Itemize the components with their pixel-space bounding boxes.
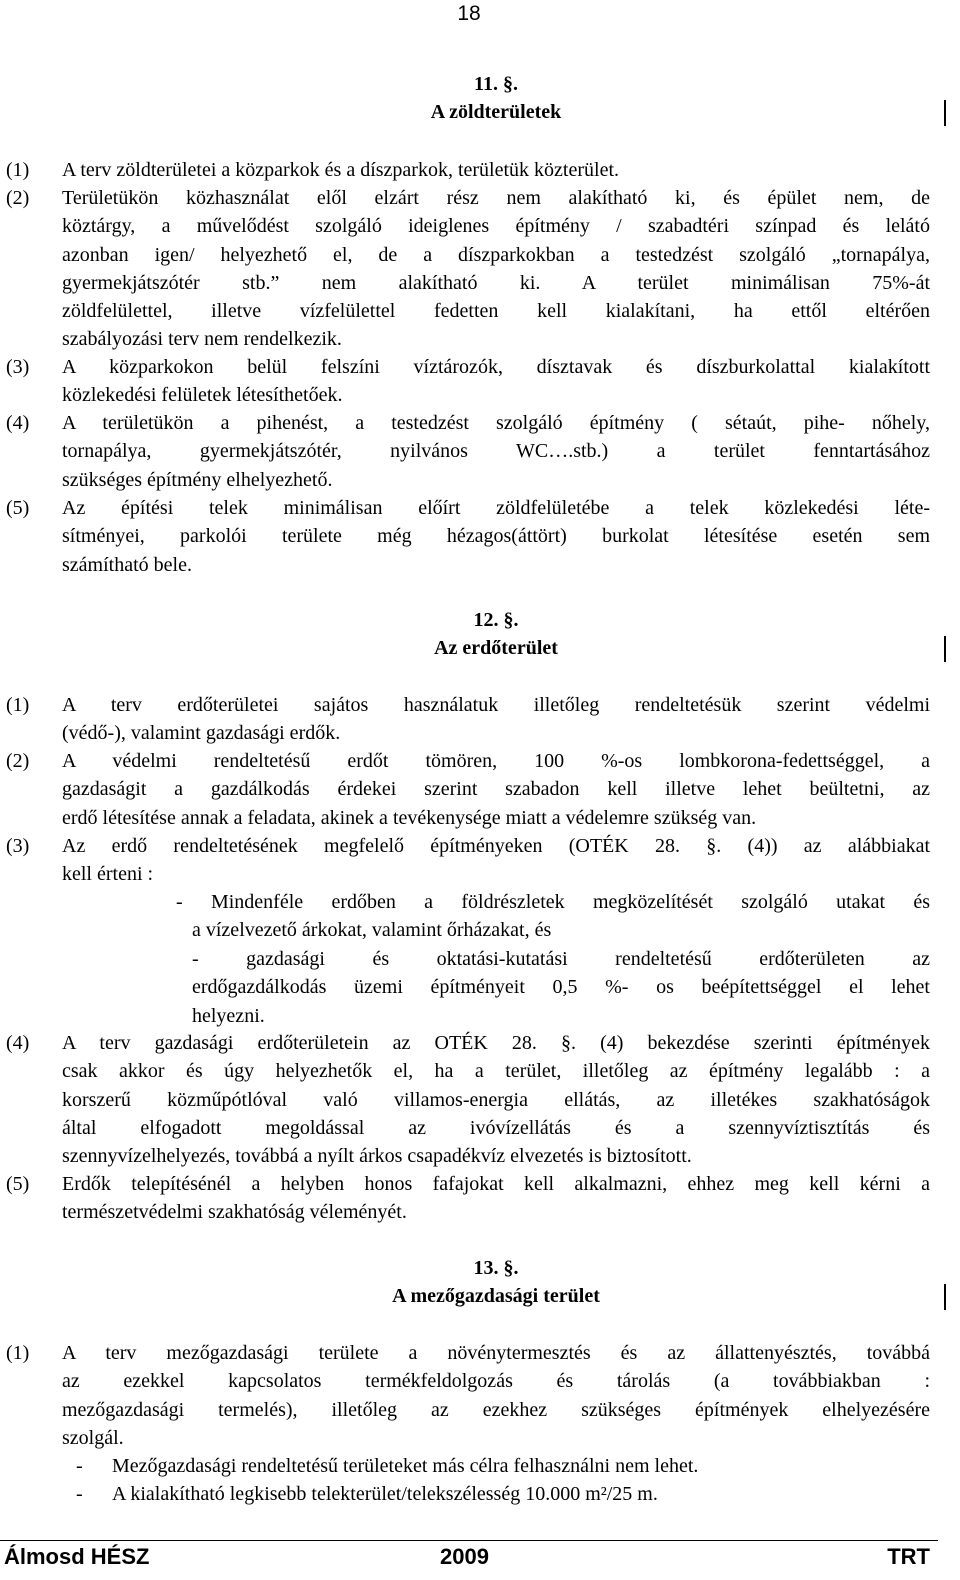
paragraph-number: (3): [6, 835, 30, 857]
paragraph-text: [62, 1029, 930, 1170]
paragraph-line: Területükön közhasználat elől elzárt rész nem alakítható ki, és épület nem, de: [62, 187, 930, 209]
paragraph-line: mezőgazdasági termelés), illetőleg az ezekhez szükséges építmények elhelyezésére: [62, 1398, 930, 1421]
section-12-heading: [62, 606, 930, 662]
footer: [0, 1542, 938, 1572]
paragraph-line: szennyvízelhelyezés, továbbá a nyílt árkos csapadékvíz elvezetés is biztosított.: [62, 1145, 692, 1168]
paragraph-line: kell érteni :: [62, 863, 154, 886]
paragraph-line: korszerű közműpótlóval való villamos-energia ellátás, az illetékes szakhatóságok: [62, 1088, 930, 1111]
paragraph: [6, 747, 930, 832]
paragraph: [6, 353, 930, 410]
paragraph-text: [62, 832, 930, 889]
paragraph-number: (3): [6, 356, 30, 378]
paragraph-text: [62, 747, 930, 832]
paragraph-line: közlekedési felületek létesíthetőek.: [62, 384, 343, 407]
paragraph-text: [62, 184, 930, 354]
section-title: A zöldterületek: [430, 101, 562, 123]
paragraph-line: (védő-), valamint gazdasági erdők.: [62, 722, 341, 745]
paragraph: [6, 1029, 930, 1170]
paragraph-line: számítható bele.: [62, 553, 192, 576]
paragraph: [6, 156, 930, 184]
footer-center: 2009: [440, 1544, 489, 1569]
dash-list: [76, 1452, 936, 1509]
paragraph-number: (2): [6, 187, 30, 209]
section-13-heading: [62, 1254, 930, 1310]
paragraph-line: szabályozási terv nem rendelkezik.: [62, 328, 342, 351]
paragraph-line: erdő létesítése annak a feladata, akinek a tevékenysége miatt a védelemre szükség van.: [62, 806, 757, 829]
section-11-heading: [62, 70, 930, 126]
paragraph-line: zöldfelülettel, illetve vízfelülettel fedetten kell kialakítani, ha ettől eltérően: [62, 300, 930, 323]
revision-bar: [944, 100, 946, 126]
paragraph-line: szolgál.: [62, 1426, 124, 1449]
section-number: 13. §.: [473, 1257, 519, 1279]
paragraph-line: szükséges építmény elhelyezhető.: [62, 468, 333, 491]
paragraph-text: [62, 409, 930, 494]
paragraph: [6, 494, 930, 579]
paragraph-number: (5): [6, 1173, 30, 1195]
paragraph-line: Erdők telepítésénél a helyben honos fafajokat kell alkalmazni, ehhez meg kell kérni a: [62, 1173, 930, 1195]
sub-item-forestry: [192, 945, 930, 1030]
paragraph-line: köztárgy, a művelődést szolgáló ideiglenes építmény / szabadtéri színpad és lelátó: [62, 215, 930, 238]
paragraph-line: A terv erdőterületei sajátos használatuk illetőleg rendeltetésük szerint védelmi: [62, 694, 930, 716]
sub-item-line: erdőgazdálkodás üzemi építményeit 0,5 %- os beépítettséggel el lehet: [192, 976, 930, 999]
paragraph-line: sítményei, parkolói területe még hézagos(áttört) burkolat létesítése esetén sem: [62, 525, 930, 548]
sub-item-roads: [176, 888, 930, 945]
paragraph-line: A területükön a pihenést, a testedzést szolgáló építmény ( sétaút, pihe- nőhely,: [62, 412, 930, 434]
paragraph: [6, 832, 930, 889]
paragraph-line: gazdaságit a gazdálkodás érdekei szerint szabadon kell illetve lehet beültetni, az: [62, 778, 930, 801]
paragraph-line: A terv zöldterületei a közparkok és a díszparkok, területük közterület.: [62, 159, 620, 181]
paragraph-number: (1): [6, 159, 30, 181]
paragraph-line: tornapálya, gyermekjátszótér, nyilvános WC….stb.) a terület fenntartásához: [62, 440, 930, 463]
paragraph-line: Az erdő rendeltetésének megfelelő építményeken (OTÉK 28. §. (4)) az alábbiakat: [62, 835, 930, 857]
sub-item-line: helyezni.: [192, 1004, 265, 1027]
sub-item-line: a vízelvezető árkokat, valamint őrházakat, és: [192, 919, 552, 942]
paragraph: [6, 409, 930, 494]
paragraph-number: (1): [6, 1342, 30, 1364]
paragraph-text: [62, 156, 930, 184]
dash-item: - A kialakítható legkisebb telekterület/telekszélesség 10.000 m²/25 m.: [76, 1483, 658, 1506]
paragraph-text: [62, 1339, 930, 1452]
paragraph-number: (4): [6, 412, 30, 434]
paragraph-number: (4): [6, 1032, 30, 1054]
paragraph: [6, 1339, 930, 1452]
dash-item-text: Mezőgazdasági rendeltetésű területeket más célra felhasználni nem lehet.: [112, 1455, 699, 1477]
paragraph: [6, 1170, 930, 1227]
paragraph-text: [62, 1170, 930, 1227]
paragraph-line: csak akkor és úgy helyezhetők el, ha a terület, illetőleg az építmény legalább : a: [62, 1060, 930, 1083]
paragraph-line: természetvédelmi szakhatóság véleményét.: [62, 1201, 407, 1224]
paragraph-line: azonban igen/ helyezhető el, de a díszparkokban a testedzést szolgáló „tornapálya,: [62, 243, 930, 266]
section-title: A mezőgazdasági terület: [392, 1285, 600, 1307]
section-title: Az erdőterület: [434, 637, 558, 659]
sub-item-line: - Mindenféle erdőben a földrészletek megközelítését szolgáló utakat és: [176, 891, 930, 913]
paragraph-number: (5): [6, 497, 30, 519]
sub-item-line: - gazdasági és oktatási-kutatási rendeltetésű erdőterületen az: [192, 948, 930, 970]
paragraph-line: Az építési telek minimálisan előírt zöldfelületébe a telek közlekedési léte-: [62, 497, 930, 519]
paragraph-line: A védelmi rendeltetésű erdőt tömören, 100 %-os lombkorona-fedettséggel, a: [62, 750, 930, 772]
paragraph-number: (1): [6, 694, 30, 716]
paragraph-line: A közparkokon belül felszíni víztározók, dísztavak és díszburkolattal kialakított: [62, 356, 930, 378]
dash-item: - Mezőgazdasági rendeltetésű területeket más célra felhasználni nem lehet.: [76, 1455, 699, 1477]
paragraph-line: az ezekkel kapcsolatos termékfeldolgozás és tárolás (a továbbiakban :: [62, 1370, 930, 1393]
paragraph-line: A terv gazdasági erdőterületein az OTÉK 28. §. (4) bekezdése szerinti építmények: [62, 1032, 930, 1054]
paragraph: [6, 691, 930, 748]
paragraph-text: [62, 353, 930, 410]
footer-rule: [0, 1540, 938, 1541]
paragraph-line: gyermekjátszótér stb.” nem alakítható ki. A terület minimálisan 75%-át: [62, 271, 930, 294]
dash-item-text: A kialakítható legkisebb telekterület/telekszélesség 10.000 m²/25 m.: [112, 1483, 658, 1506]
page-number: 18: [457, 2, 481, 25]
paragraph-line: A terv mezőgazdasági területe a növénytermesztés és az állattenyésztés, továbbá: [62, 1342, 930, 1364]
paragraph: [6, 184, 930, 354]
footer-left: Álmosd HÉSZ: [4, 1544, 150, 1569]
footer-right: TRT: [887, 1544, 930, 1569]
paragraph-text: [62, 494, 930, 579]
paragraph-text: [62, 691, 930, 748]
revision-bar: [944, 1284, 946, 1310]
paragraph-number: (2): [6, 750, 30, 772]
section-number: 11. §.: [474, 73, 518, 95]
revision-bar: [944, 636, 946, 662]
section-number: 12. §.: [473, 609, 519, 631]
paragraph-line: által elfogadott megoldással az ivóvízellátás és a szennyvíztisztítás és: [62, 1116, 930, 1139]
